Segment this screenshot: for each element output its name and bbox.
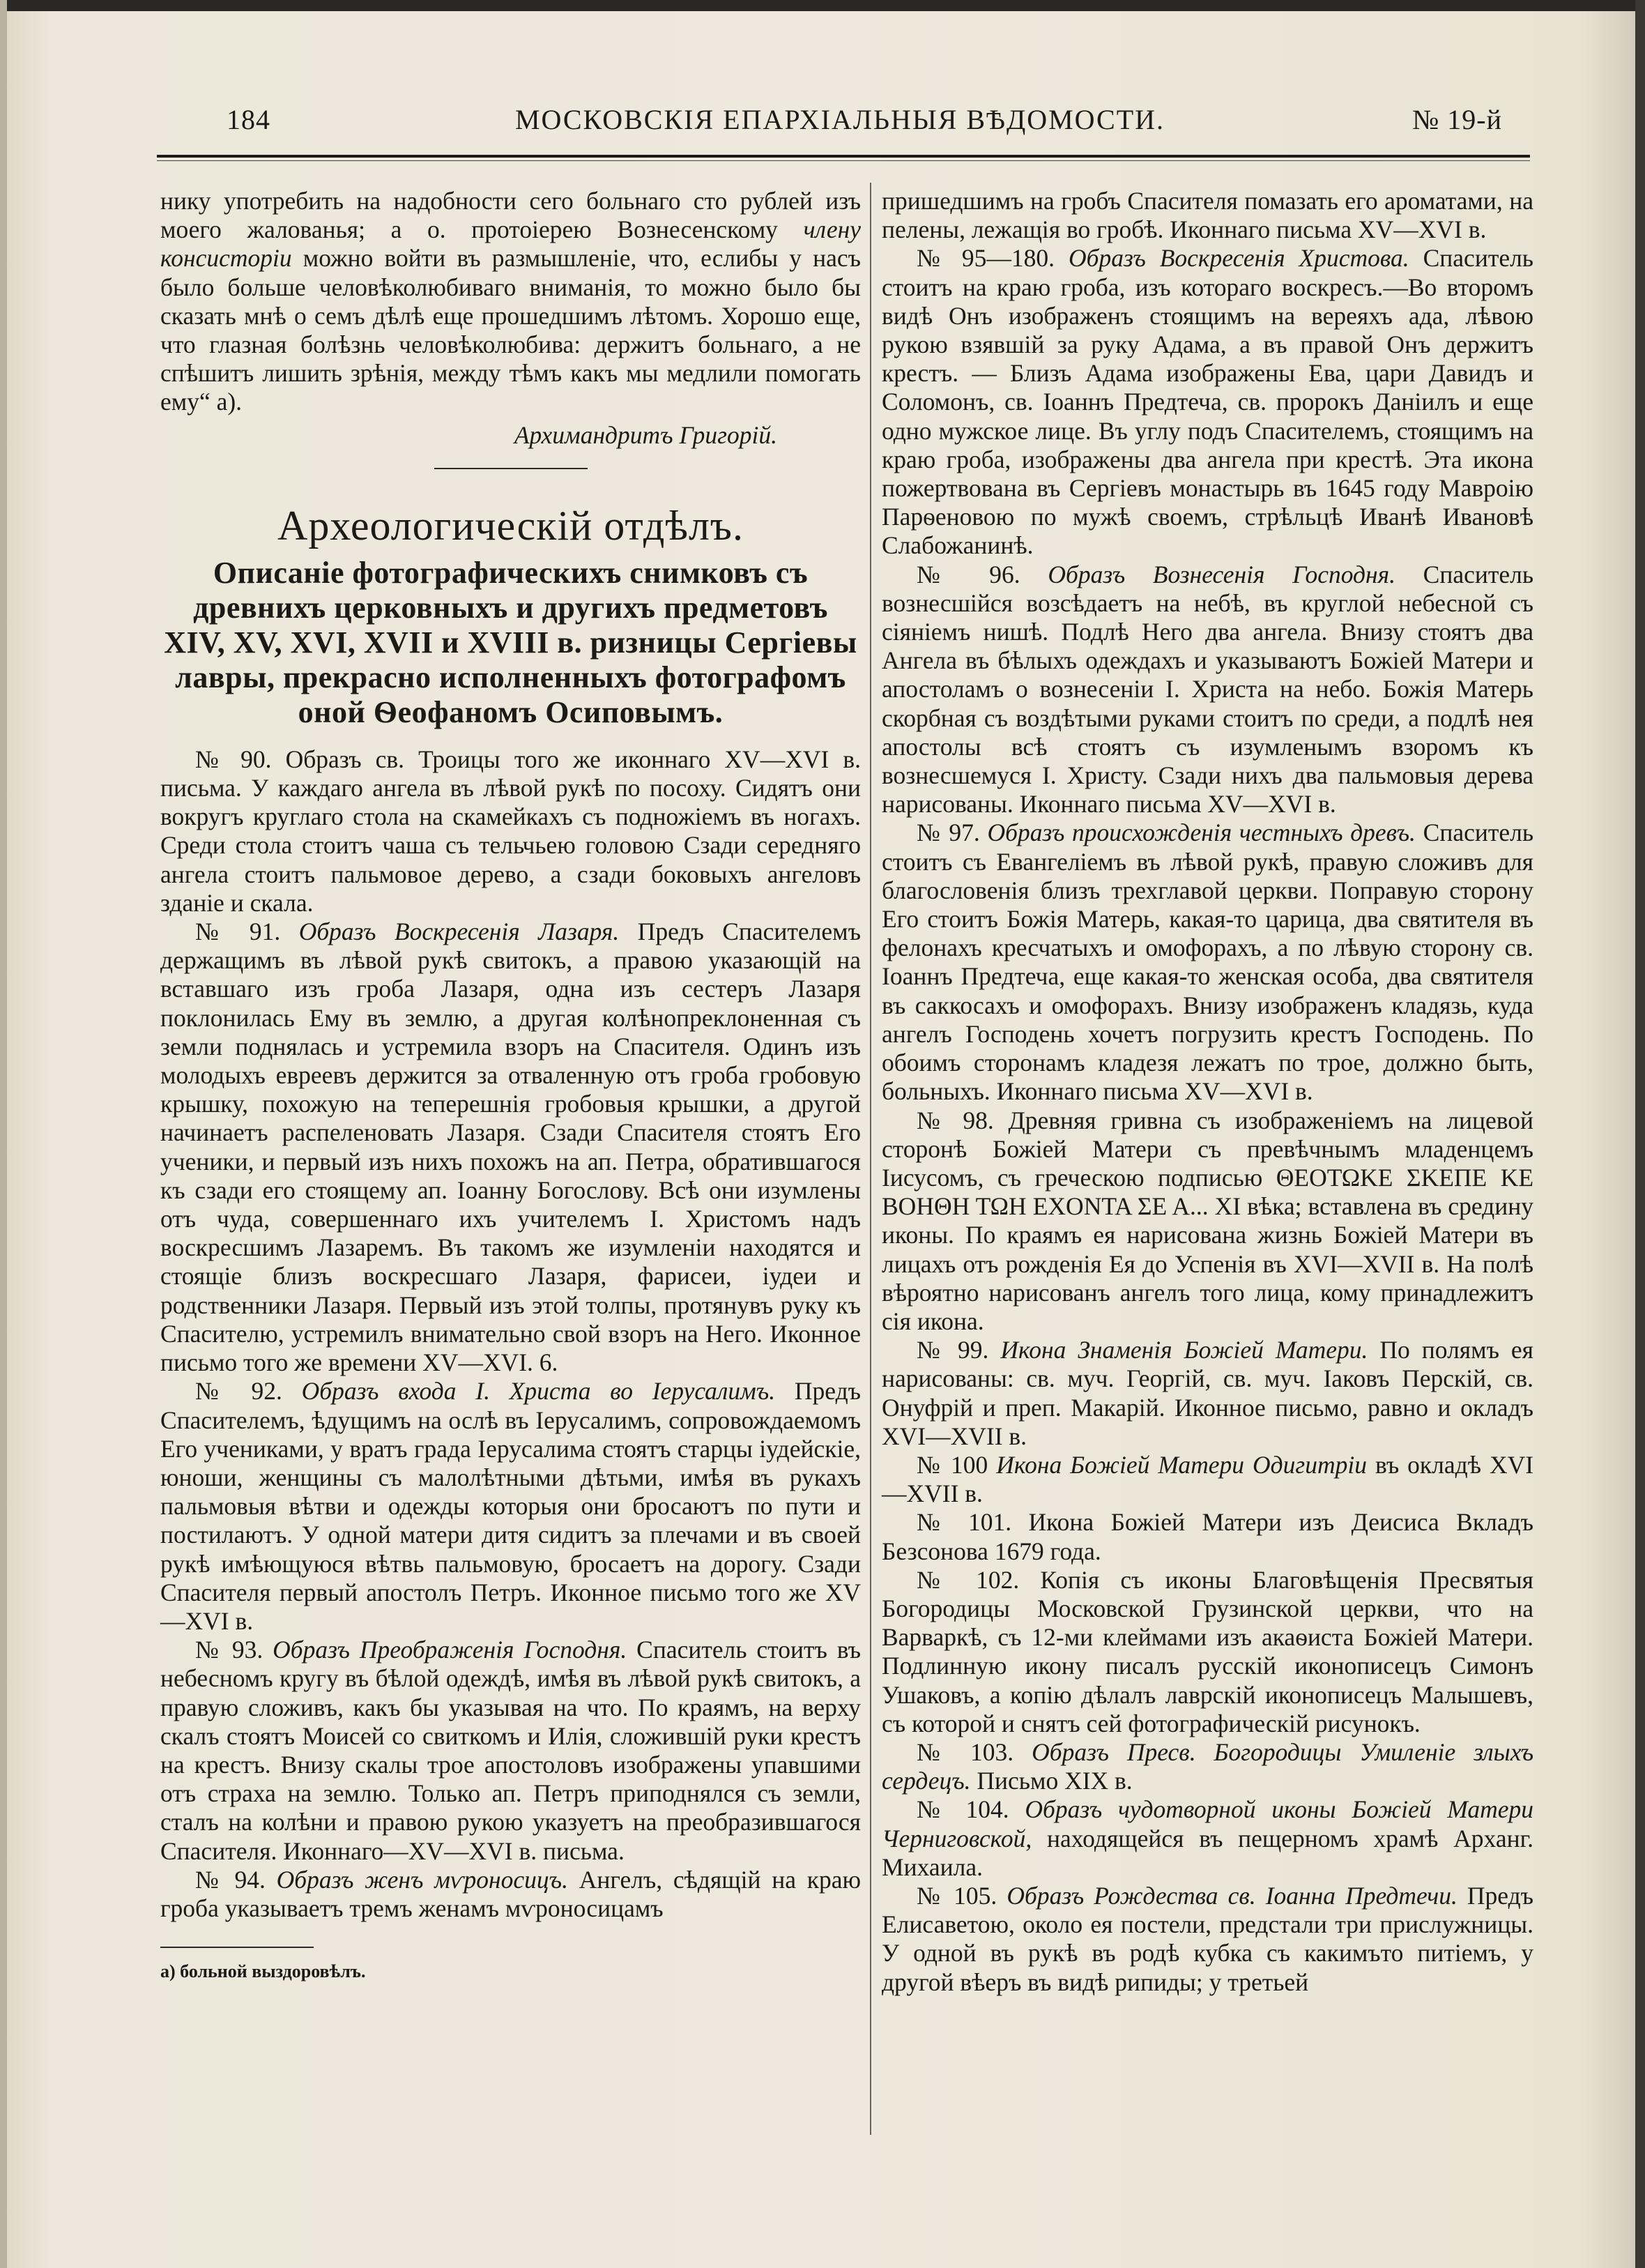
- item-number: № 94.: [195, 1865, 266, 1894]
- scan-top-edge: [0, 0, 1645, 11]
- item-91: [160, 918, 861, 1377]
- item-number: № 100: [917, 1450, 988, 1479]
- item-number: № 97.: [917, 819, 980, 847]
- item-text: Письмо XIX в.: [977, 1767, 1133, 1795]
- left-column: [160, 187, 861, 1983]
- item-number: № 96.: [917, 560, 1020, 588]
- scan-left-edge: [0, 0, 7, 2268]
- item-title: Образъ Вознесенія Господня.: [1048, 560, 1395, 588]
- item-number: № 95—180.: [917, 244, 1055, 273]
- issue-number: № 19-й: [1412, 104, 1502, 135]
- item-94-continued: пришедшимъ на гробъ Спасителя помазать его ароматами, на пелены, лежащія во гробѣ. Иконнаго письма XV—XVI в.: [882, 187, 1533, 244]
- item-title: Икона Божіей Матери Одигитріи: [996, 1450, 1367, 1479]
- separator-rule: [434, 468, 588, 469]
- letter-text-rest: можно войти въ размышленіе, что, еслибы у насъ было больше человѣколюбиваго вниманія, то можно было бы сказать мнѣ о семъ дѣлѣ еще прошедшимъ лѣтомъ. Хорошо еще, что глазная болѣзнь человѣколюбива: держитъ больнаго, а не спѣшитъ лишить зрѣнія, между тѣмъ какъ мы медлили помогать ему“ а).: [160, 244, 862, 416]
- item-number: № 93.: [195, 1636, 263, 1664]
- item-93: [160, 1636, 861, 1866]
- footnote: а) больной выздоровѣлъ.: [160, 1961, 366, 1982]
- item-text: въ окладѣ XVI—XVII в.: [882, 1450, 1534, 1508]
- item-text: По полямъ ея нарисованы: св. муч. Георгій, св. муч. Іаковъ Перскій, св. Онуфрій и преп. Макарій. Иконное письмо, равно и окладъ XVI—XVII в.: [882, 1336, 1534, 1450]
- item-text: Спаситель стоитъ на краю гроба, изъ котораго воскресъ.—Во второмъ видѣ Онъ изображенъ стоящимъ на вереяхъ ада, лѣвою рукою взявшій за руку Адама, а въ правой Онъ держитъ крестъ. — Близъ Адама изображены Ева, цари Давидъ и Соломонъ, св. Іоаннъ Предтеча, св. пророкъ Даніилъ и еще одно мужское лице. Въ углу подъ Спасителемъ, стоящимъ на краю гроба, изображены два ангела при крестѣ. Эта икона пожертвована въ Сергіевъ монастырь въ 1645 году Мавроію Парѳеновою по мужѣ своемъ, стрѣльцѣ Иванѣ Ивановѣ Слабожанинѣ.: [882, 244, 1533, 560]
- item-94: [160, 1866, 861, 1923]
- item-title: Образъ Воскресенія Христова.: [1068, 244, 1409, 273]
- item-text: Спаситель стоитъ съ Евангеліемъ въ лѣвой рукѣ, правую сложивъ для благословенія близъ трехглавой церкви. Поправую сторону Его стоитъ Божія Матерь, какая-то царица, два святителя въ фелонахъ кресчатыхъ и омофорахъ, а по лѣвую сторону св. Іоаннъ Предтеча, еще какая-то женская особа, два святителя въ саккосахъ и омофорахъ. Внизу изображенъ кладязь, куда ангелъ Господень хочетъ погрузить крестъ Господень. По обоимъ сторонамъ кладезя лежатъ по трое, должно быть, больныхъ. Иконнаго письма XV—XVI в.: [882, 819, 1534, 1106]
- scan-right-edge: [1635, 0, 1645, 2268]
- item-number: № 104.: [917, 1795, 1009, 1824]
- item-101: № 101. Икона Божіей Матери изъ Деисиса Вкладъ Безсонова 1679 года.: [882, 1508, 1533, 1565]
- item-number: № 91.: [195, 918, 281, 946]
- item-number: № 92.: [195, 1377, 282, 1406]
- item-92: [160, 1377, 861, 1636]
- item-96: [882, 561, 1533, 819]
- item-104: [882, 1795, 1533, 1882]
- header-rule: [157, 155, 1530, 158]
- item-99: [882, 1336, 1533, 1451]
- item-title: Образъ женъ мѵроносицъ.: [276, 1865, 568, 1894]
- item-103: [882, 1738, 1533, 1795]
- item-text: Спаситель вознесшійся возсѣдаетъ на небѣ, въ круглой небесной съ сіяніемъ нишѣ. Подлѣ Него два ангела. Внизу стоятъ два Ангела въ бѣлыхъ одеждахъ и указываютъ Божіей Матери и апостоламъ о вознесеніи І. Христа на небо. Божія Матерь скорбная съ воздѣтыми руками стоитъ по среди, а подлѣ нея апостолы всѣ стоятъ съ изумленымъ взоромъ къ вознесшемуся І. Христу. Сзади нихъ два пальмовыя дерева нарисованы. Иконнаго письма XV—XVI в.: [882, 560, 1534, 819]
- page-number: 184: [227, 104, 270, 135]
- item-text: Ангелъ, сѣдящій на краю гроба указываетъ тремъ женамъ мѵроносицамъ: [160, 1865, 861, 1922]
- right-column: [882, 187, 1533, 1997]
- item-title: Образъ Воскресенія Лазаря.: [298, 918, 620, 946]
- item-text: Спаситель стоитъ въ небесномъ кругу въ бѣлой одеждѣ, имѣя въ лѣвой рукѣ свитокъ, а правую сложивъ, какъ бы указывая на что. По краямъ, на верху скалъ стоятъ Моисей со свиткомъ и Илія, сложившій руки крестъ на крестъ. Внизу скалы трое апостоловъ изображены упавшими отъ страха на землю. Только ап. Петръ приподнялся съ земли, сталъ на колѣни и правою рукою указуетъ на преобразившагося Спасителя. Иконнаго—XV—XVI в. письма.: [160, 1636, 861, 1865]
- item-text: находящейся въ пещерномъ храмѣ Арханг. Михаила.: [882, 1824, 1534, 1881]
- item-97: [882, 819, 1533, 1106]
- item-text: Предъ Елисаветою, около ея постели, предстали три прислужницы. У одной въ рукѣ въ родѣ кубка съ какимъто питіемъ, у другой вѣеръ въ видѣ рипиды; у третьей: [882, 1881, 1534, 1996]
- item-95: [882, 244, 1533, 560]
- letter-text: нику употребить на надобности сего больнаго сто рублей изъ моего жалованья; а о. протоіерею Вознесенскому: [160, 187, 861, 244]
- section-subtitle: Описаніе фотографическихъ снимковъ съ древнихъ церковныхъ и другихъ предметовъ XIV, XV, XVI, XVII и XVIII в. ризницы Сергіевы лавры, прекрасно исполненныхъ фотографомъ оной Ѳеофаномъ Осиповымъ.: [164, 555, 857, 729]
- running-header: [157, 103, 1523, 145]
- item-title: Образъ чудотворной иконы Божіей Матери Черниговской,: [882, 1795, 1534, 1852]
- item-title: Образъ входа І. Христа во Іерусалимъ.: [301, 1377, 776, 1406]
- signature: Архимандритъ Григорій.: [514, 420, 777, 449]
- header-rule-thin: [157, 160, 1530, 161]
- item-98: № 98. Древняя гривна съ изображеніемъ на лицевой сторонѣ Божіей Матери съ превѣчнымъ младенцемъ Іисусомъ, съ греческою подписью ΘΕΟΤΩΚΕ ΣΚΕΠΕ ΚΕ ΒΟΗΘΗ ΤΩΗ ΕΧΟΝΤΑ ΣΕ Α... XI вѣка; вставлена въ средину иконы. По краямъ ея нарисована жизнь Божіей Матери въ лицахъ отъ рожденія Ея до Успенія въ XVI—XVII в. На полѣ вѣроятно нарисованъ ангелъ того лица, кому принадлежитъ сія икона.: [882, 1106, 1533, 1335]
- letter-paragraph: [160, 187, 861, 417]
- item-102: № 102. Копія съ иконы Благовѣщенія Пресвятыя Богородицы Московской Грузинской церкви, что на Варваркѣ, съ 12-ми клеймами изъ акаѳиста Божіей Матери. Подлинную икону писалъ русскій иконописецъ Симонъ Ушаковъ, а копію дѣлалъ лаврскій иконописецъ Малышевъ, съ которой и снятъ сей фотографическій рисунокъ.: [882, 1565, 1533, 1737]
- item-text: Предъ Спасителемъ держащимъ въ лѣвой рукѣ свитокъ, а правою указающій на вставшаго изъ гроба Лазаря, одна изъ сестеръ Лазаря поклонилась Ему въ землю, а другая колѣнопреклоненная съ земли поднялась и устремила взоръ на Спасителя. Одинъ изъ молодыхъ евреевъ держится за отваленную отъ гроба гробовую крышку, похожую на теперешнія гробовыя крышки, а другой начинаетъ распеленовать Лазаря. Сзади Спасителя стоятъ Его ученики, и первый изъ нихъ похожъ на ап. Петра, обратившагося къ сзади его стоящему ап. Іоанну Богослову. Всѣ они изумлены отъ чуда, совершеннаго ихъ учителемъ І. Христомъ надъ воскресшимъ Лазаремъ. Въ такомъ же изумленіи находятся и стоящіе близъ воскресшаго Лазаря, фарисеи, іудеи и родственники Лазаря. Первый изъ этой толпы, протянувъ руку къ Спасителю, устремилъ внимательно свой взоръ на Него. Иконное письмо того же времени XV—XVI. 6.: [160, 918, 861, 1377]
- item-90: № 90. Образъ св. Троицы того же иконнаго XV—XVI в. письма. У каждаго ангела въ лѣвой рукѣ по посоху. Сидятъ они вокругъ круглаго стола на скамейкахъ съ подножіемъ въ ногахъ. Среди стола стоитъ чаша съ тельчьею головою Сзади середняго ангела стоитъ пальмовое дерево, а сзади боковыхъ ангеловъ зданіе и скала.: [160, 745, 861, 917]
- item-number: № 105.: [917, 1881, 997, 1910]
- item-number: № 99.: [917, 1336, 989, 1364]
- item-title: Образъ Пресв. Богородицы Умиленіе злыхъ сердецъ.: [882, 1737, 1534, 1795]
- item-title: Образъ Рождества св. Іоанна Предтечи.: [1007, 1881, 1457, 1910]
- column-divider: [870, 183, 871, 2135]
- item-text: Предъ Спасителемъ, ѣдущимъ на ослѣ въ Іерусалимъ, сопровождаемомъ Его учениками, у вратъ града Іерусалима стоятъ старцы іудейскіе, юноши, женщины съ малолѣтными дѣтьми, имѣя въ рукахъ пальмовыя вѣтви и одежды которыя они бросаютъ по пути и постилаютъ. У одной матери дитя сидитъ за плечами и въ своей рукѣ имѣющуюся вѣтвь пальмовую, бросаетъ на дорогу. Сзади Спасителя первый апостолъ Петръ. Иконное письмо того же XV—XVI в.: [160, 1377, 861, 1635]
- item-title: Образъ Преображенія Господня.: [273, 1636, 627, 1664]
- item-title: Образъ происхожденія честныхъ древъ.: [987, 819, 1416, 847]
- footnote-rule: [160, 1947, 314, 1948]
- item-number: № 103.: [917, 1737, 1014, 1766]
- item-100: [882, 1451, 1533, 1508]
- journal-title: МОСКОВСКІЯ ЕПАРХІАЛЬНЫЯ ВѢДОМОСТИ.: [514, 104, 1165, 135]
- item-title: Икона Знаменія Божіей Матери.: [1000, 1336, 1368, 1364]
- item-105: [882, 1882, 1533, 1997]
- section-title: Археологическій отдѣлъ.: [277, 502, 744, 549]
- letter-italic: члену консисторіи: [160, 215, 862, 273]
